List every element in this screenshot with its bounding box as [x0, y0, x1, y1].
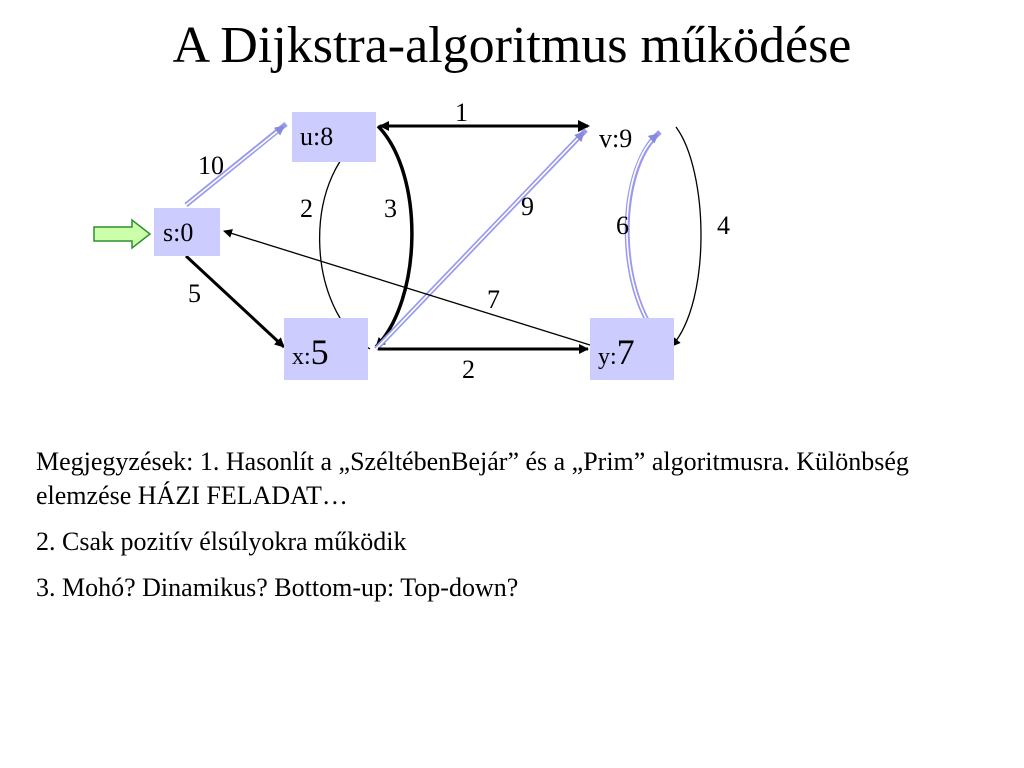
edge-v-y [672, 127, 701, 346]
svg-text:s:0: s:0 [163, 218, 194, 247]
weight-u-x: 3 [384, 194, 397, 223]
edge-x-u [320, 131, 372, 349]
notes [36, 445, 966, 617]
note-3: 3. Mohó? Dinamikus? Bottom-up: Top-down? [36, 573, 519, 602]
edge-y-s [224, 231, 590, 345]
edge-x-v [376, 130, 586, 349]
svg-text:y:7: y:7 [598, 332, 635, 372]
weight-y-v: 6 [616, 211, 629, 240]
weight-x-v: 9 [521, 192, 534, 221]
weight-y-s: 7 [487, 285, 500, 314]
note-2: 2. Csak pozitív élsúlyokra működik [36, 527, 407, 556]
node-s [154, 208, 220, 256]
slide-title: A Dijkstra-algoritmus működése [172, 17, 852, 74]
weight-s-x: 5 [188, 279, 201, 308]
weight-s-u: 10 [198, 151, 224, 180]
node-x [284, 318, 368, 380]
weight-v-y: 4 [717, 211, 730, 240]
node-u [292, 112, 376, 162]
weight-u-v: 1 [455, 98, 468, 127]
start-arrow [94, 220, 150, 248]
svg-text:x:5: x:5 [292, 332, 329, 372]
svg-text:u:8: u:8 [300, 122, 334, 151]
node-y [590, 318, 674, 380]
note-1: Megjegyzések: 1. Hasonlít a „SzéltébenBejár” és a „Prim” algoritmusra. Különbség elemzése HÁZI FELADAT… [36, 447, 909, 510]
svg-text:v:9: v:9 [599, 124, 633, 153]
weight-x-y: 2 [462, 355, 475, 384]
edge-y-v [627, 132, 668, 348]
weight-x-u: 2 [300, 194, 313, 223]
node-v [599, 124, 632, 153]
